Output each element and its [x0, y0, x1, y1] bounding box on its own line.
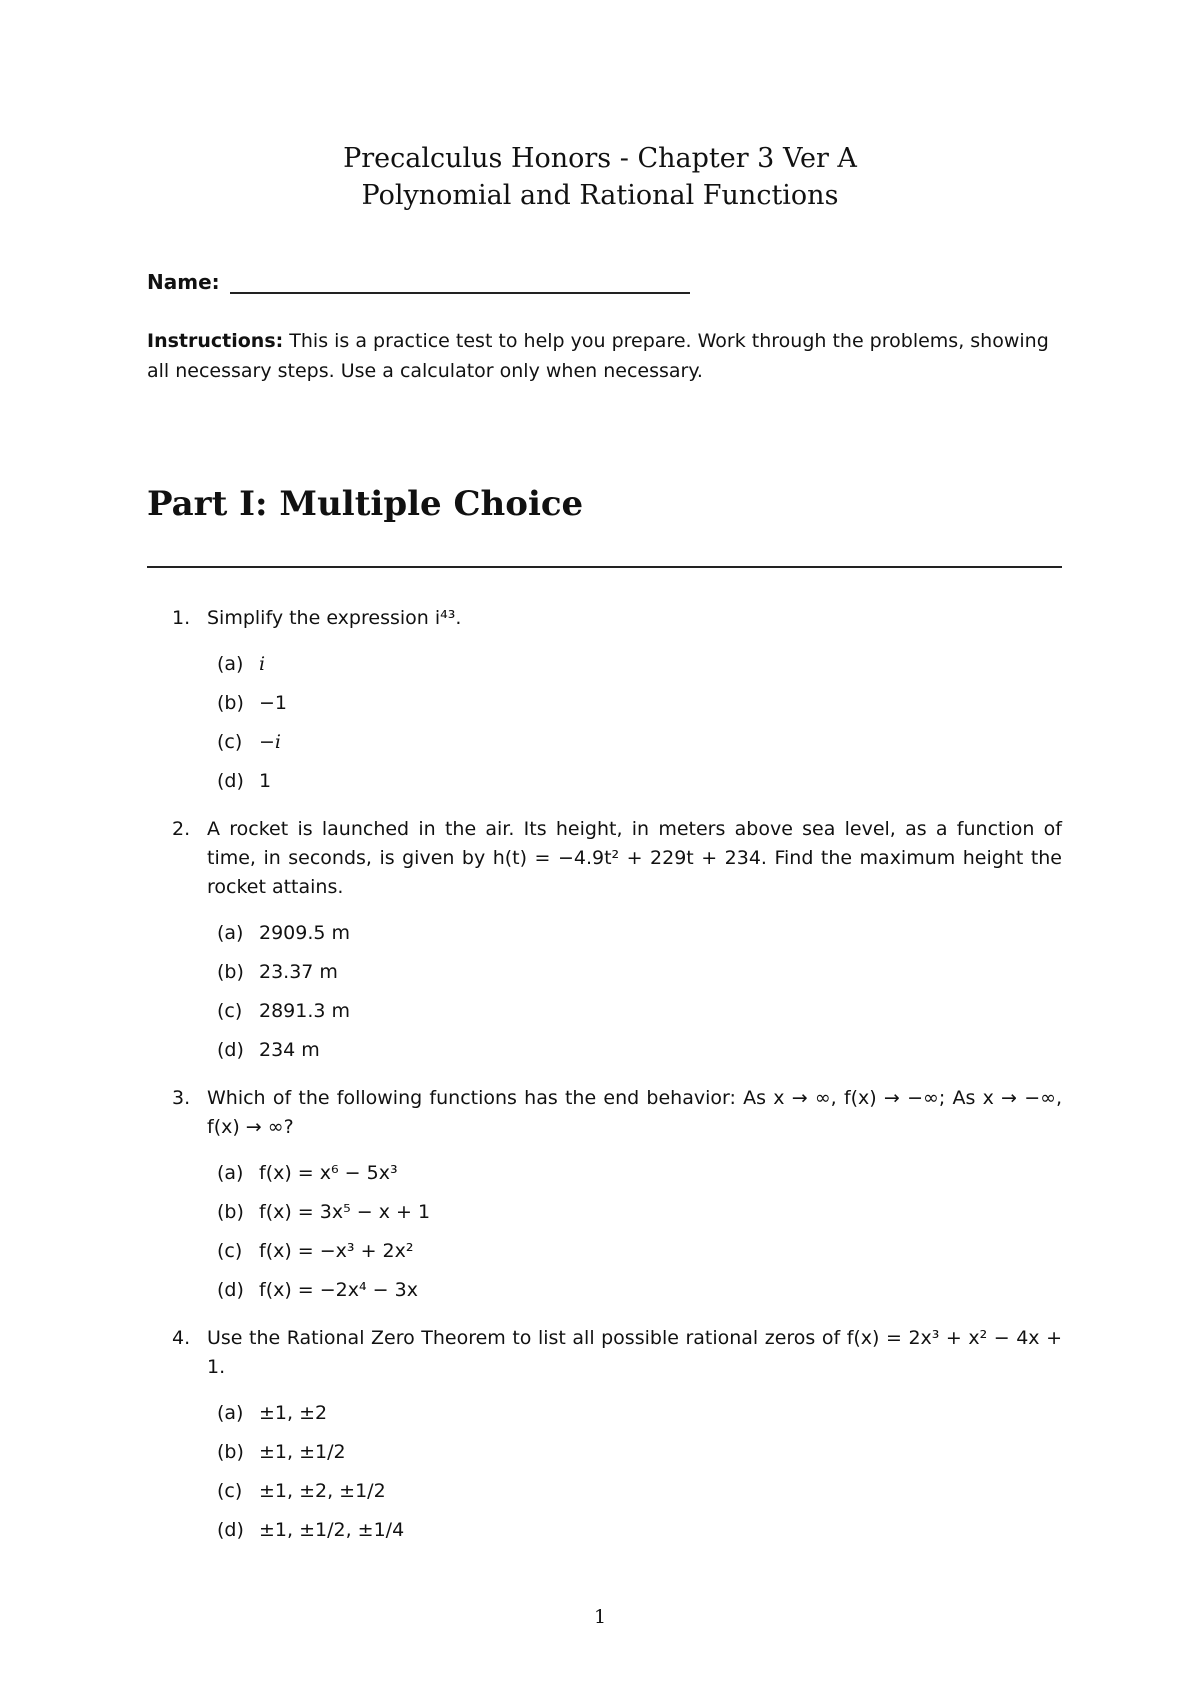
name-label: Name: — [147, 270, 220, 294]
choice-a — [217, 645, 1062, 684]
choice-text: 2891.3 m — [259, 1000, 351, 1022]
document-title — [0, 140, 1200, 214]
choice-label: (a) — [217, 1402, 244, 1424]
choice-d — [217, 762, 1062, 801]
choice-label: (d) — [217, 1279, 244, 1301]
choice-text: i — [259, 653, 266, 675]
choice-label: (c) — [217, 1480, 243, 1502]
choice-c — [217, 1472, 1062, 1511]
choice-d — [217, 1271, 1062, 1310]
instructions-text: This is a practice test to help you prepare. Work through the problems, showing all necessary steps. Use a calculator only when necessary. — [147, 330, 1049, 382]
choice-text: f(x) = −x³ + 2x² — [259, 1240, 414, 1262]
choice-label: (d) — [217, 770, 244, 792]
choice-label: (b) — [217, 1441, 244, 1463]
page-number: 1 — [593, 1606, 607, 1628]
choice-label: (d) — [217, 1519, 244, 1541]
name-blank-line[interactable] — [230, 268, 690, 294]
instructions-label: Instructions: — [147, 330, 284, 352]
choice-text: f(x) = −2x⁴ − 3x — [259, 1279, 418, 1301]
question-text: Which of the following functions has the end behavior: As x → ∞, f(x) → −∞; As x → −∞, f(x) → ∞? — [207, 1087, 1062, 1138]
title-line-1: Precalculus Honors - Chapter 3 Ver A — [343, 143, 857, 174]
choice-list — [172, 645, 1062, 801]
choice-b — [217, 1433, 1062, 1472]
choice-text: f(x) = 3x⁵ − x + 1 — [259, 1201, 431, 1223]
choice-list — [172, 1154, 1062, 1310]
choice-text: f(x) = x⁶ − 5x³ — [259, 1162, 398, 1184]
choice-list — [172, 1394, 1062, 1550]
choice-label: (a) — [217, 653, 244, 675]
choice-text: 1 — [259, 770, 272, 792]
title-line-2: Polynomial and Rational Functions — [361, 180, 839, 211]
choice-c — [217, 992, 1062, 1031]
question-number: 4. — [172, 1327, 191, 1349]
choice-label: (c) — [217, 731, 243, 753]
choice-label: (c) — [217, 1000, 243, 1022]
choice-label: (d) — [217, 1039, 244, 1061]
choice-c — [217, 723, 1062, 762]
choice-b — [217, 953, 1062, 992]
choice-text: ±1, ±1/2, ±1/4 — [259, 1519, 405, 1541]
question-4 — [172, 1324, 1062, 1550]
section-heading: Part I: Multiple Choice — [147, 484, 584, 524]
name-field-row — [147, 268, 690, 294]
choice-label: (b) — [217, 1201, 244, 1223]
choice-text: ±1, ±2, ±1/2 — [259, 1480, 386, 1502]
question-2 — [172, 815, 1062, 1070]
choice-label: (b) — [217, 961, 244, 983]
choice-a — [217, 914, 1062, 953]
instructions — [147, 326, 1067, 386]
choice-a — [217, 1154, 1062, 1193]
choice-label: (a) — [217, 1162, 244, 1184]
choice-list — [172, 914, 1062, 1070]
section-divider — [147, 566, 1062, 568]
choice-text: −1 — [259, 692, 288, 714]
question-number: 1. — [172, 607, 191, 629]
choice-text: −i — [259, 731, 281, 753]
question-number: 2. — [172, 818, 191, 840]
choice-text: ±1, ±2 — [259, 1402, 328, 1424]
question-1 — [172, 604, 1062, 801]
choice-label: (b) — [217, 692, 244, 714]
choice-label: (a) — [217, 922, 244, 944]
choice-text: 2909.5 m — [259, 922, 351, 944]
choice-text: 234 m — [259, 1039, 320, 1061]
choice-text: ±1, ±1/2 — [259, 1441, 346, 1463]
question-3 — [172, 1084, 1062, 1310]
choice-b — [217, 1193, 1062, 1232]
choice-d — [217, 1031, 1062, 1070]
choice-d — [217, 1511, 1062, 1550]
choice-a — [217, 1394, 1062, 1433]
choice-text: 23.37 m — [259, 961, 338, 983]
question-text: A rocket is launched in the air. Its height, in meters above sea level, as a function of time, in seconds, is given by h(t) = −4.9t² + 229t + 234. Find the maximum height the rocket attains. — [207, 818, 1062, 898]
question-text: Simplify the expression i⁴³. — [207, 607, 462, 629]
choice-label: (c) — [217, 1240, 243, 1262]
choice-c — [217, 1232, 1062, 1271]
question-list — [172, 604, 1062, 1564]
question-number: 3. — [172, 1087, 191, 1109]
choice-b — [217, 684, 1062, 723]
question-text: Use the Rational Zero Theorem to list all possible rational zeros of f(x) = 2x³ + x² − 4x + 1. — [207, 1327, 1062, 1378]
